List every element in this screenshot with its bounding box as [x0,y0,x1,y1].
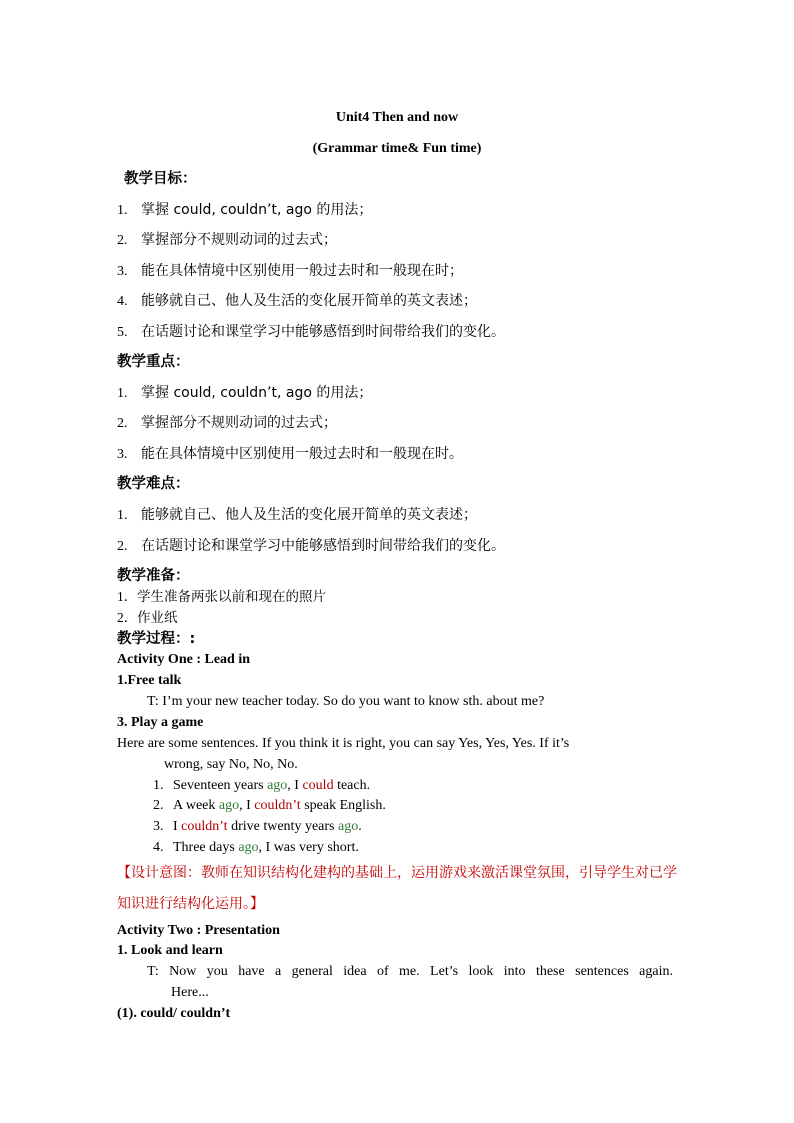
game-sentence: 1. Seventeen years ago, I could teach. [153,778,371,793]
game-sentence: 3. I couldn’t drive twenty years ago. [153,819,362,834]
free-talk-line: T: I’m your new teacher today. So do you want to know sth. about me? [147,694,545,709]
could-heading: (1). could/ couldn’t [117,1006,231,1021]
play-game-heading: 3. Play a game [117,715,204,730]
design-intent-line-cont: 知识进行结构化运用。】 [117,896,264,912]
objective-item: 4. 能够就自己、他人及生活的变化展开简单的英文表述； [117,293,477,309]
look-learn-line-cont: Here... [171,985,209,1000]
difficulty-item: 1. 能够就自己、他人及生活的变化展开简单的英文表述； [117,507,477,523]
key-point-item: 2. 掌握部分不规则动词的过去式； [117,415,337,431]
objective-item: 1. 掌握 could, couldn’t, ago 的用法； [117,202,373,218]
process-heading: 教学过程：: [117,631,196,647]
page-title: Unit4 Then and now [335,110,459,125]
look-learn-line: T: Now you have a general idea of me. Let’s look into these sentences again. [147,964,673,979]
play-game-instruction: Here are some sentences. If you think it is right, you can say Yes, Yes, Yes. If it’s [117,736,570,751]
game-sentence: 2. A week ago, I couldn’t speak English. [153,798,386,813]
design-intent-line: 【设计意图：教师在知识结构化建构的基础上，运用游戏来激活课堂氛围，引导学生对已学 [117,865,677,881]
objective-item: 2. 掌握部分不规则动词的过去式； [117,232,337,248]
difficulty-item: 2. 在话题讨论和课堂学习中能够感悟到时间带给我们的变化。 [117,538,505,554]
preparation-item: 1．学生准备两张以前和现在的照片 [117,589,326,605]
difficulties-heading: 教学难点： [117,476,190,492]
page-subtitle: (Grammar time& Fun time) [312,141,482,156]
objective-item: 5. 在话题讨论和课堂学习中能够感悟到时间带给我们的变化。 [117,324,505,340]
preparation-heading: 教学准备： [117,568,190,584]
look-learn-heading: 1. Look and learn [117,943,223,958]
objectives-heading: 教学目标： [124,171,197,187]
play-game-instruction-cont: wrong, say No, No, No. [164,757,298,772]
free-talk-heading: 1.Free talk [117,673,182,688]
objective-item: 3. 能在具体情境中区别使用一般过去时和一般现在时； [117,263,463,279]
game-sentence: 4. Three days ago, I was very short. [153,840,359,855]
key-point-item: 3. 能在具体情境中区别使用一般过去时和一般现在时。 [117,446,463,462]
activity-one-heading: Activity One : Lead in [117,652,250,667]
key-points-heading: 教学重点： [117,354,190,370]
key-point-item: 1. 掌握 could, couldn’t, ago 的用法； [117,385,373,401]
activity-two-heading: Activity Two : Presentation [117,923,280,938]
preparation-item: 2．作业纸 [117,610,178,626]
